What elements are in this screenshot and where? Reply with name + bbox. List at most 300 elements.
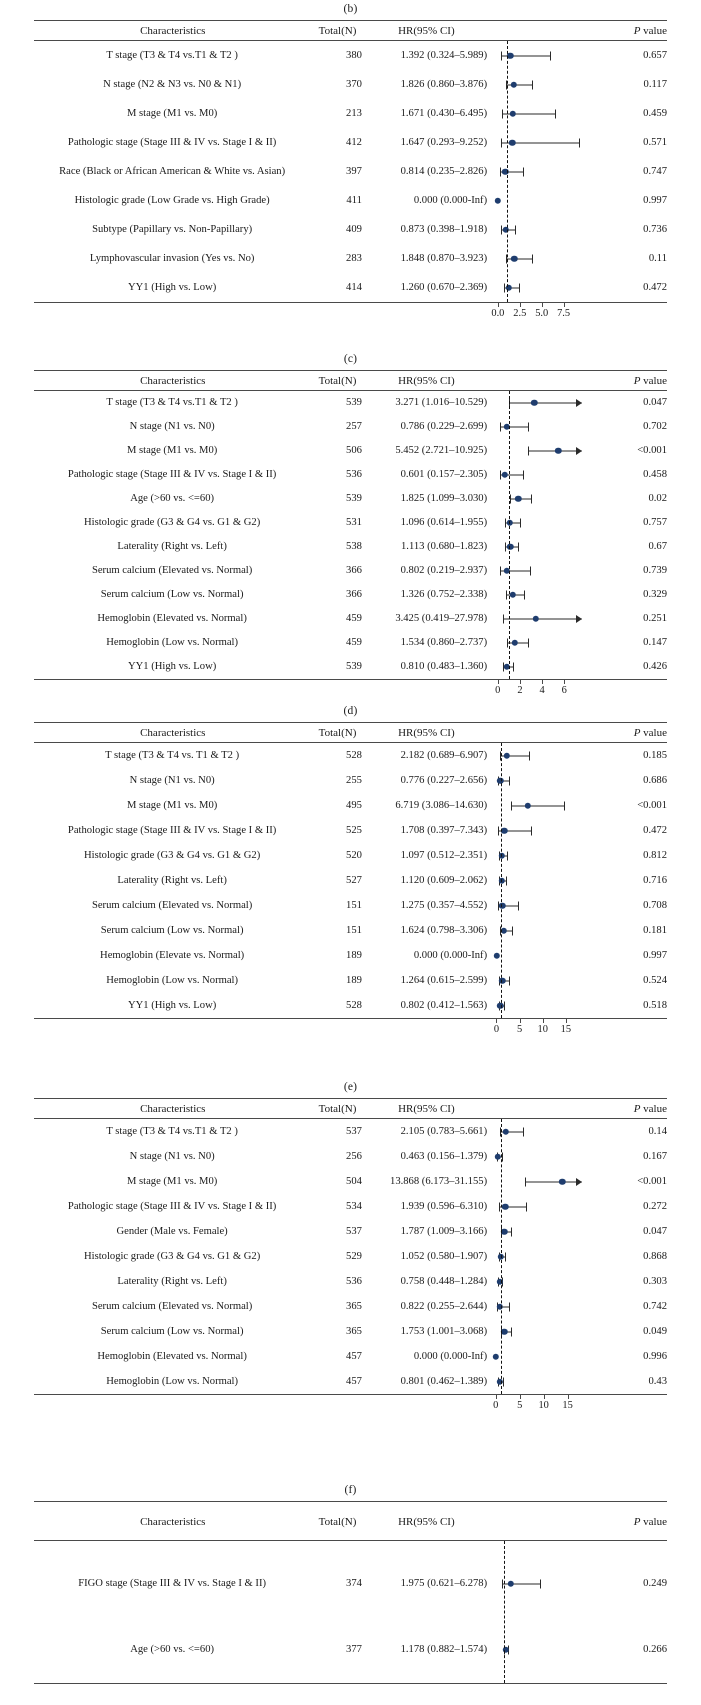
hr-point-marker [503,752,509,758]
table-row [34,244,667,273]
row-forest-marker [490,463,581,487]
row-total: 151 [346,899,362,911]
ci-cap-high [519,283,520,292]
axis-tick [564,302,565,307]
row-forest-marker [490,1244,581,1269]
table-header-row [34,371,667,391]
row-hr-ci: 0.802 (0.412–1.563) [400,999,488,1011]
row-forest-marker [490,1617,581,1683]
row-pvalue: 0.329 [643,589,667,600]
table-row [34,868,667,893]
column-header-hr: HR(95% CI) [398,375,455,387]
column-header-hr: HR(95% CI) [398,25,455,37]
row-forest-marker [490,793,581,818]
hr-point-marker [493,1353,499,1359]
row-characteristic: Histologic grade (G3 & G4 vs. G1 & G2) [84,849,261,861]
hr-point-marker [498,852,504,858]
ci-cap-high [555,109,556,118]
row-characteristic: Hemoglobin (Elevated vs. Normal) [97,1350,247,1362]
row-forest-marker [490,273,581,302]
axis-tick [498,679,499,684]
hr-point-marker [501,927,507,933]
hr-point-marker [507,544,513,550]
table-header-row [34,1099,667,1119]
column-header-hr: HR(95% CI) [398,727,455,739]
table-header-row [34,1502,667,1541]
row-total: 527 [346,874,362,886]
row-characteristic: T stage (T3 & T4 vs. T1 & T2 ) [105,749,240,761]
hr-point-marker [497,1002,503,1008]
row-hr-ci: 1.975 (0.621–6.278) [400,1578,488,1589]
row-characteristic: Lymphovascular invasion (Yes vs. No) [89,252,255,264]
hr-point-marker [509,592,515,598]
row-total: 397 [346,165,362,177]
row-hr-ci: 1.097 (0.512–2.351) [400,849,488,861]
row-characteristic: Hemoglobin (Elevated vs. Normal) [97,613,247,624]
row-total: 409 [346,223,362,235]
row-pvalue: 0.716 [643,874,667,886]
row-characteristic: N stage (N2 & N3 vs. N0 & N1) [103,78,242,90]
row-pvalue: 0.739 [643,565,667,576]
axis-tick-label: 4 [539,685,545,696]
hr-point-marker [509,110,515,116]
row-forest-marker [490,70,581,99]
row-total: 537 [346,1125,362,1137]
hr-point-marker [555,448,561,454]
row-characteristic: Histologic grade (Low Grade vs. High Grade) [74,194,270,206]
forest-panel-e [0,1080,701,1416]
table-row [34,157,667,186]
table-row [34,655,667,679]
axis-tick-label: 15 [560,1024,572,1035]
table-body [34,41,667,302]
ci-cap-high [532,254,533,263]
table-body [34,1119,667,1394]
axis-tick [564,679,565,684]
axis-tick [520,302,521,307]
table-row [34,793,667,818]
row-characteristic: N stage (N1 vs. N0) [129,774,215,786]
hr-point-marker [495,197,501,203]
row-forest-marker [490,186,581,215]
ci-arrow-high [576,399,582,407]
row-pvalue: 0.426 [643,661,667,672]
column-header-characteristics: Characteristics [140,25,206,37]
ci-line [525,1181,582,1182]
row-total: 189 [346,974,362,986]
hr-point-marker [493,952,499,958]
ci-cap-low [525,1177,526,1186]
row-characteristic: Serum calcium (Elevated vs. Normal) [91,1300,253,1312]
axis-tick-label: 2.5 [513,308,527,319]
row-total: 520 [346,849,362,861]
ci-cap-low [500,1127,501,1136]
axis-tick-label: 0.0 [491,308,505,319]
ci-cap-low [507,639,508,648]
panel-caption: (c) [343,353,358,365]
row-pvalue: 0.047 [643,1225,667,1237]
row-characteristic: Pathologic stage (Stage III & IV vs. Stage I & II) [67,136,277,148]
row-pvalue: 0.266 [643,1644,667,1655]
row-characteristic: Serum calcium (Elevated vs. Normal) [91,565,253,576]
row-pvalue: 0.047 [643,397,667,408]
row-forest-marker [490,1319,581,1344]
row-forest-marker [490,1294,581,1319]
row-characteristic: M stage (M1 vs. M0) [126,1175,218,1187]
hr-point-marker [495,1153,501,1159]
row-pvalue: 0.167 [643,1150,667,1162]
ci-cap-high [509,976,510,985]
row-hr-ci: 1.275 (0.357–4.552) [400,899,488,911]
row-characteristic: T stage (T3 & T4 vs.T1 & T2 ) [106,1125,238,1137]
ci-cap-high [505,1252,506,1261]
axis-tick-label: 5.0 [535,308,549,319]
row-total: 538 [346,541,362,552]
row-forest-marker [490,157,581,186]
ci-cap-low [504,283,505,292]
row-hr-ci: 1.848 (0.870–3.923) [400,252,488,264]
table-body [34,391,667,679]
row-hr-ci: 1.939 (0.596–6.310) [400,1200,488,1212]
table-row [34,128,667,157]
row-hr-ci: 1.787 (1.009–3.166) [400,1225,488,1237]
table-row [34,1219,667,1244]
row-characteristic: Serum calcium (Low vs. Normal) [100,589,244,600]
ci-cap-high [511,1327,512,1336]
row-total: 377 [346,1644,362,1655]
row-characteristic: YY1 (High vs. Low) [127,661,217,672]
hr-point-marker [501,472,507,478]
ci-cap-high [540,1580,541,1589]
ci-cap-high [508,1646,509,1655]
row-forest-marker [490,843,581,868]
row-hr-ci: 13.868 (6.173–31.155) [390,1175,488,1187]
row-characteristic: N stage (N1 vs. N0) [129,421,215,432]
row-total: 504 [346,1175,362,1187]
row-characteristic: Hemoglobin (Low vs. Normal) [106,974,239,986]
ci-cap-high [531,495,532,504]
row-hr-ci: 0.802 (0.219–2.937) [400,565,488,576]
row-total: 528 [346,999,362,1011]
row-pvalue: 0.185 [643,749,667,761]
row-pvalue: 0.997 [643,194,667,206]
row-characteristic: Age (>60 vs. <=60) [130,1644,215,1655]
column-header-pvalue: P value [633,1516,667,1528]
column-header-characteristics: Characteristics [140,727,206,739]
table-row [34,1269,667,1294]
ci-cap-high [503,1377,504,1386]
row-pvalue: 0.996 [643,1350,667,1362]
ci-cap-high [513,663,514,672]
row-pvalue: 0.117 [643,78,667,90]
axis-tick [542,302,543,307]
row-characteristic: Serum calcium (Low vs. Normal) [100,924,244,936]
forest-panel-f [0,1483,701,1705]
hr-point-marker [498,1253,504,1259]
table-row [34,487,667,511]
column-header-characteristics: Characteristics [140,375,206,387]
row-forest-marker [490,487,581,511]
table-row [34,1144,667,1169]
row-forest-marker [490,918,581,943]
row-total: 539 [346,661,362,672]
row-total: 506 [346,445,362,456]
panel-caption: (e) [343,1081,358,1093]
row-forest-marker [490,1194,581,1219]
ci-line [511,805,564,806]
row-total: 528 [346,749,362,761]
row-total: 380 [346,49,362,61]
row-hr-ci: 1.178 (0.882–1.574) [400,1644,488,1655]
table-row [34,463,667,487]
table-row [34,583,667,607]
forest-table [34,370,667,679]
row-total: 189 [346,949,362,961]
row-pvalue: <0.001 [637,445,667,456]
row-hr-ci: 1.708 (0.397–7.343) [400,824,488,836]
table-row [34,559,667,583]
hr-point-marker [503,424,509,430]
row-forest-marker [490,41,581,70]
axis-tick-label: 0 [493,1400,499,1411]
table-row [34,993,667,1018]
row-pvalue: 0.049 [643,1325,667,1337]
axis-tick [496,1394,497,1399]
axis-tick-label: 10 [537,1024,548,1035]
table-row [34,1369,667,1394]
ci-cap-low [500,751,501,760]
table-row [34,631,667,655]
hr-point-marker [507,520,513,526]
row-pvalue: 0.472 [643,824,667,836]
table-row [34,1169,667,1194]
ci-cap-low [506,80,507,89]
table-row [34,273,667,302]
ci-cap-low [528,447,529,456]
row-total: 539 [346,397,362,408]
hr-point-marker [511,255,517,261]
row-hr-ci: 0.758 (0.448–1.284) [400,1275,488,1287]
row-hr-ci: 0.822 (0.255–2.644) [400,1300,488,1312]
hr-point-marker [502,226,508,232]
column-header-pvalue: P value [633,375,667,387]
row-total: 412 [346,136,362,148]
table-header-row [34,723,667,743]
row-pvalue: 0.249 [643,1578,667,1589]
ci-cap-high [511,1227,512,1236]
x-axis [34,679,667,701]
hr-point-marker [512,640,518,646]
row-characteristic: M stage (M1 vs. M0) [126,799,218,811]
ci-cap-high [531,826,532,835]
ci-cap-high [509,776,510,785]
table-row [34,968,667,993]
hr-point-marker [515,496,521,502]
ci-arrow-high [576,1178,582,1186]
row-hr-ci: 0.801 (0.462–1.389) [400,1375,488,1387]
row-forest-marker [490,993,581,1018]
ci-cap-high [507,851,508,860]
row-hr-ci: 3.425 (0.419–27.978) [395,613,488,624]
row-forest-marker [490,868,581,893]
row-forest-marker [490,583,581,607]
row-characteristic: Pathologic stage (Stage III & IV vs. Stage I & II) [67,1200,277,1212]
ci-arrow-high [576,615,582,623]
axis-tick-label: 7.5 [557,308,571,319]
row-pvalue: 0.272 [643,1200,667,1212]
column-header-characteristics: Characteristics [140,1103,206,1115]
row-characteristic: Serum calcium (Low vs. Normal) [100,1325,244,1337]
ci-cap-low [505,519,506,528]
row-total: 283 [346,252,362,264]
row-characteristic: Hemoglobin (Low vs. Normal) [106,1375,239,1387]
row-pvalue: 0.997 [643,949,667,961]
panel-caption: (d) [343,705,358,717]
table-row [34,893,667,918]
ci-cap-high [529,751,530,760]
table-body [34,1541,667,1683]
forest-panel-d [0,704,701,1040]
row-pvalue: 0.67 [648,541,667,552]
ci-line [503,619,583,620]
row-hr-ci: 1.753 (1.001–3.068) [400,1325,488,1337]
row-pvalue: 0.747 [643,165,667,177]
row-total: 257 [346,421,362,432]
row-hr-ci: 1.326 (0.752–2.338) [400,589,488,600]
ci-cap-high [506,876,507,885]
ci-line [507,643,528,644]
row-hr-ci: 6.719 (3.086–14.630) [395,799,488,811]
ci-cap-high [524,591,525,600]
row-characteristic: Hemoglobin (Elevate vs. Normal) [100,949,245,961]
row-total: 255 [346,774,362,786]
row-forest-marker [490,511,581,535]
axis-tick [496,1018,497,1023]
table-row [34,70,667,99]
ci-cap-high [509,1302,510,1311]
row-characteristic: T stage (T3 & T4 vs.T1 & T2 ) [106,49,238,61]
ci-cap-high [502,1152,503,1161]
ci-cap-low [510,495,511,504]
ci-cap-high [518,543,519,552]
row-characteristic: Age (>60 vs. <=60) [130,493,215,504]
ci-cap-high [523,471,524,480]
table-row [34,818,667,843]
row-hr-ci: 1.096 (0.614–1.955) [400,517,488,528]
row-total: 370 [346,78,362,90]
row-characteristic: Pathologic stage (Stage III & IV vs. Stage I & II) [67,469,277,480]
axis-tick [542,679,543,684]
row-pvalue: 0.524 [643,974,667,986]
hr-point-marker [506,284,512,290]
row-hr-ci: 1.624 (0.798–3.306) [400,924,488,936]
row-pvalue: 0.686 [643,774,667,786]
row-pvalue: 0.708 [643,899,667,911]
row-forest-marker [490,893,581,918]
row-forest-marker [490,128,581,157]
ci-cap-low [509,399,510,408]
row-hr-ci: 0.873 (0.398–1.918) [400,223,488,235]
row-pvalue: 0.147 [643,637,667,648]
row-hr-ci: 1.264 (0.615–2.599) [400,974,488,986]
row-pvalue: 0.02 [648,493,667,504]
hr-point-marker [499,877,505,883]
row-forest-marker [490,99,581,128]
row-characteristic: Laterality (Right vs. Left) [117,1275,227,1287]
panel-caption: (b) [343,3,358,15]
row-forest-marker [490,968,581,993]
row-hr-ci: 0.786 (0.229–2.699) [400,421,488,432]
axis-tick-label: 5 [516,1024,523,1035]
axis-tick [543,1018,544,1023]
table-row [34,1244,667,1269]
ci-line [506,258,533,259]
row-total: 411 [346,194,362,206]
ci-line [506,84,532,85]
row-hr-ci: 1.826 (0.860–3.876) [400,78,488,90]
hr-point-marker [499,902,505,908]
table-row [34,1344,667,1369]
ci-cap-low [502,1580,503,1589]
hr-point-marker [503,1128,509,1134]
row-forest-marker [490,391,581,415]
row-hr-ci: 0.000 (0.000-Inf) [413,194,488,206]
hr-point-marker [531,400,537,406]
ci-cap-low [499,1202,500,1211]
row-pvalue: 0.303 [643,1275,667,1287]
row-pvalue: 0.868 [643,1250,667,1262]
ci-cap-high [528,423,529,432]
row-hr-ci: 3.271 (1.016–10.529) [395,397,488,408]
row-forest-marker [490,559,581,583]
row-total: 537 [346,1225,362,1237]
forest-table [34,20,667,302]
row-total: 536 [346,1275,362,1287]
ci-cap-high [520,519,521,528]
row-characteristic: Hemoglobin (Low vs. Normal) [106,637,239,648]
table-row [34,768,667,793]
row-hr-ci: 0.463 (0.156–1.379) [400,1150,488,1162]
row-characteristic: Serum calcium (Elevated vs. Normal) [91,899,253,911]
axis-line [34,1683,667,1684]
ci-cap-low [501,138,502,147]
table-body [34,743,667,1018]
row-pvalue: 0.11 [648,252,667,264]
axis-tick-label: 10 [538,1400,549,1411]
row-hr-ci: 1.260 (0.670–2.369) [400,281,488,293]
row-characteristic: Laterality (Right vs. Left) [117,874,227,886]
axis-tick [566,1018,567,1023]
row-forest-marker [490,1119,581,1144]
table-row [34,743,667,768]
row-total: 459 [346,613,362,624]
row-pvalue: 0.472 [643,281,667,293]
axis-tick [520,1018,521,1023]
row-hr-ci: 1.671 (0.430–6.495) [400,107,488,119]
row-pvalue: 0.812 [643,849,667,861]
row-total: 495 [346,799,362,811]
row-characteristic: M stage (M1 vs. M0) [126,107,218,119]
hr-point-marker [504,664,510,670]
row-characteristic: Histologic grade (G3 & G4 vs. G1 & G2) [84,517,261,528]
forest-panel-c [0,352,701,701]
table-row [34,943,667,968]
row-forest-marker [490,743,581,768]
row-total: 534 [346,1200,362,1212]
forest-table [34,1098,667,1394]
hr-point-marker [502,1203,508,1209]
row-pvalue: 0.251 [643,613,667,624]
